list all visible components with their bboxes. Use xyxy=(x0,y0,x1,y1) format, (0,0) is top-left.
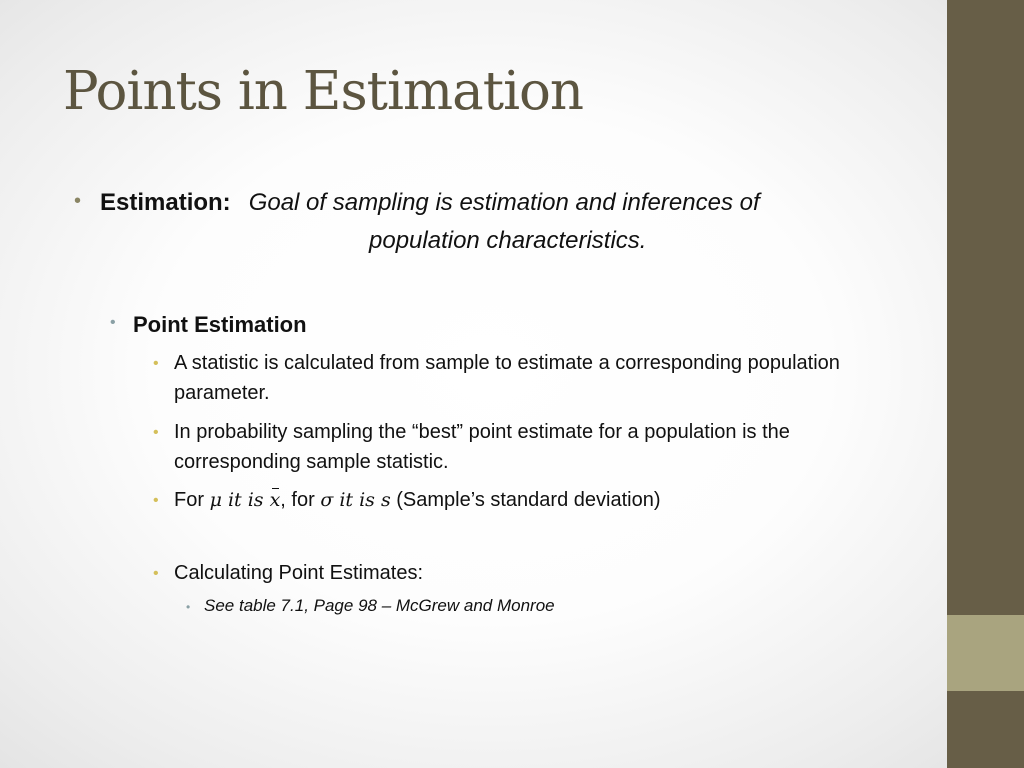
calculating-item: Calculating Point Estimates: xyxy=(174,562,424,584)
estimation-text-line2: population characteristics. xyxy=(369,227,647,254)
slide-title: Points in Estimation xyxy=(63,61,584,122)
list-item: A statistic is calculated from sample to estimate a corresponding population parameter. xyxy=(174,352,840,404)
formula-suffix: (Sample’s standard deviation) xyxy=(390,489,661,511)
decorative-sidebar xyxy=(947,0,1024,768)
estimation-label: Estimation: xyxy=(100,189,231,216)
formula-prefix: For xyxy=(174,489,210,511)
bullet-dot: • xyxy=(153,492,159,509)
list-item: In probability sampling the “best” point estimate for a population is the corresponding sample statistic. xyxy=(174,421,790,473)
estimation-text-line1: Goal of sampling is estimation and inferences of xyxy=(248,189,760,216)
bullet-dot: • xyxy=(153,355,159,372)
point-estimation-heading: Point Estimation xyxy=(133,312,307,337)
x-bar-symbol: x xyxy=(270,485,281,515)
bullet-dot: • xyxy=(186,600,191,614)
formula-item xyxy=(174,485,894,515)
bullet-dot: • xyxy=(153,565,159,582)
sidebar-accent-block xyxy=(947,615,1024,691)
bullet-dot: • xyxy=(153,424,159,441)
mu-expression: μ it is xyxy=(209,489,270,511)
sigma-expression: σ it is s xyxy=(320,489,391,511)
formula-middle: , for xyxy=(280,489,321,511)
estimation-bullet xyxy=(100,189,760,217)
bullet-dot: • xyxy=(74,190,82,212)
reference-item: See table 7.1, Page 98 – McGrew and Monroe xyxy=(204,596,555,615)
bullet-dot: • xyxy=(110,314,116,331)
